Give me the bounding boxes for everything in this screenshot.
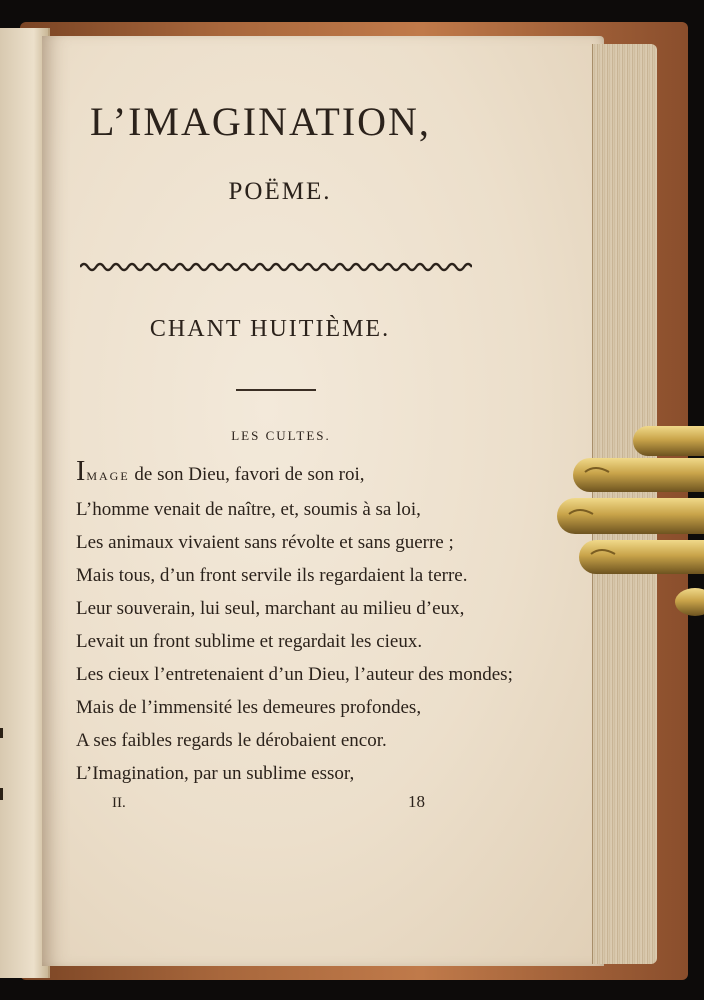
drop-cap: I [76, 456, 87, 487]
brass-hand-icon [555, 420, 704, 620]
signature-mark: II. [112, 795, 126, 811]
verse-line: Leur souverain, lui seul, marchant au milieu d’eux, [76, 598, 465, 619]
book-subtitle: POËME. [228, 178, 332, 205]
verse-line: L’Imagination, par un sublime essor, [76, 763, 355, 784]
verse-line: L’homme venait de naître, et, soumis à sa loi, [76, 499, 421, 520]
wavy-rule [80, 260, 472, 274]
small-caps-word: MAGE [86, 469, 130, 483]
book-title: L’IMAGINATION, [90, 99, 431, 144]
verse-line: Mais de l’immensité les demeures profondes, [76, 697, 422, 718]
verse-line-text: de son Dieu, favori de son roi, [129, 464, 365, 485]
verse-line: Levait un front sublime et regardait les cieux. [76, 631, 423, 652]
verse-block [76, 455, 516, 790]
verse-line: Mais tous, d’un front servile ils regardaient la terre. [76, 565, 468, 586]
verse-line: Les cieux l’entretenaient d’un Dieu, l’auteur des mondes; [76, 664, 513, 685]
verse-line: Les animaux vivaient sans révolte et sans guerre ; [76, 532, 454, 553]
short-rule [236, 389, 316, 391]
page-number: 18 [408, 792, 425, 811]
chant-heading: CHANT HUITIÈME. [149, 316, 391, 342]
section-heading: LES CULTES. [231, 428, 331, 443]
verse-line [76, 455, 516, 493]
left-page-ink-mark [0, 788, 3, 800]
verse-line: A ses faibles regards le dérobaient encor. [76, 730, 387, 751]
left-page-ink-mark [0, 728, 3, 738]
